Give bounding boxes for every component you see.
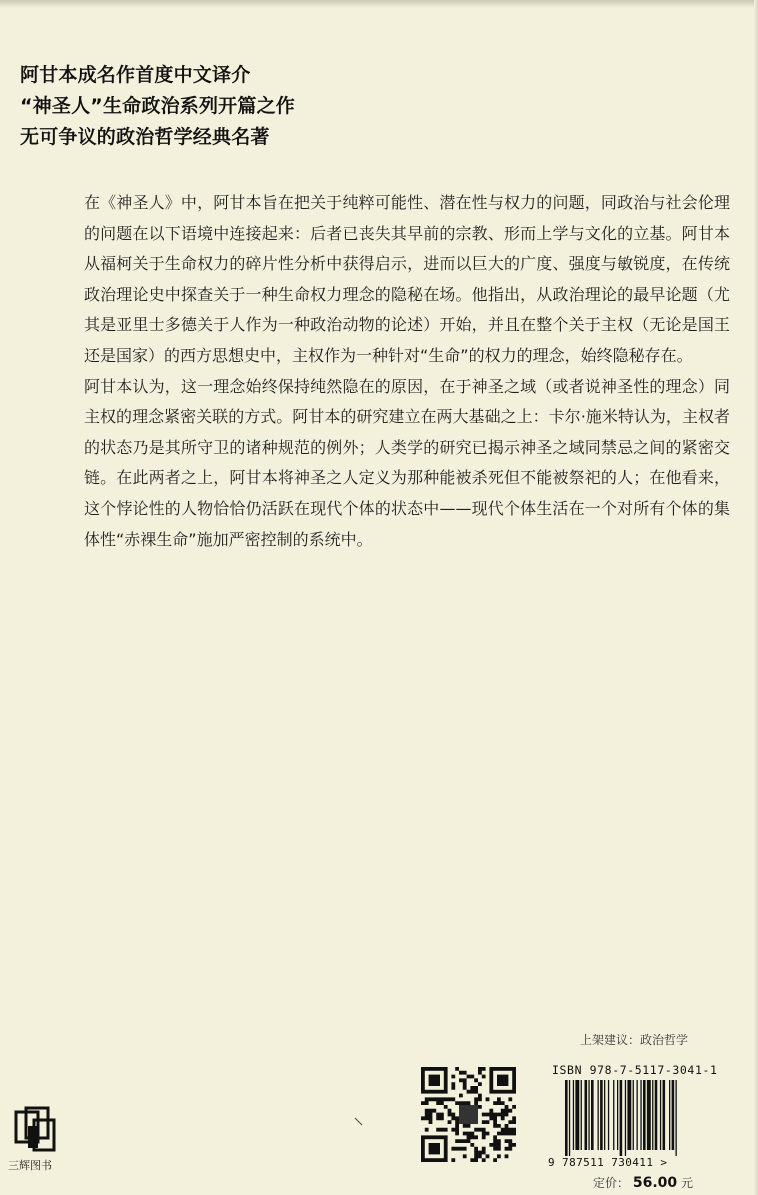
publisher-logo-icon (14, 1106, 58, 1154)
description (84, 188, 730, 555)
publisher-name: 三辉图书 (8, 1159, 52, 1172)
top-edge-shadow (0, 0, 758, 8)
tagline-2: “神圣人”生命政治系列开篇之作 (20, 95, 295, 117)
shelf-suggestion: 上架建议：政治哲学 (580, 1033, 689, 1047)
isbn-number: ISBN 978-7-5117-3041-1 (552, 1063, 718, 1077)
right-edge-shadow (754, 0, 758, 1195)
tagline-1: 阿甘本成名作首度中文译介 (20, 64, 251, 86)
barcode-digits: 9 787511 730411 > (548, 1156, 668, 1169)
barcode-icon (565, 1080, 715, 1156)
price-unit: 元 (680, 1176, 693, 1190)
qr-code-icon (421, 1067, 516, 1162)
paragraph-1: 在《神圣人》中，阿甘本旨在把关于纯粹可能性、潜在性与权力的问题，同政治与社会伦理的问题在以下语境中连接起来：后者已丧失其早前的宗教、形而上学与文化的立基。阿甘本从福柯关于生命权力的碎片性分析中获得启示，进而以巨大的广度、强度与敏锐度，在传统政治理论史中探查关于一种生命权力理念的隐秘在场。他指出，从政治理论的最早论题（尤其是亚里士多德关于人作为一种政治动物的论述）开始，并且在整个关于主权（无论是国王还是国家）的西方思想史中，主权作为一种针对“生命”的权力的理念，始终隐秘存在。 (84, 193, 730, 365)
price (593, 1174, 693, 1191)
price-label: 定价： (593, 1176, 630, 1190)
paragraph-2: 阿甘本认为，这一理念始终保持纯然隐在的原因，在于神圣之域（或者说神圣性的理念）同主权的理念紧密关联的方式。阿甘本的研究建立在两大基础之上：卡尔·施米特认为，主权者的状态乃是其所守卫的诸种规范的例外；人类学的研究已揭示神圣之域同禁忌之间的紧密交链。在此两者之上，阿甘本将神圣之人定义为那种能被杀死但不能被祭祀的人；在他看来，这个悖论性的人物恰恰仍活跃在现代个体的状态中——现代个体生活在一个对所有个体的集体性“赤裸生命”施加严密控制的系统中。 (84, 376, 730, 549)
tick-mark-icon (354, 1116, 364, 1126)
tagline-3: 无可争议的政治哲学经典名著 (20, 126, 270, 148)
taglines (20, 60, 295, 153)
price-value: 56.00 (632, 1175, 678, 1191)
